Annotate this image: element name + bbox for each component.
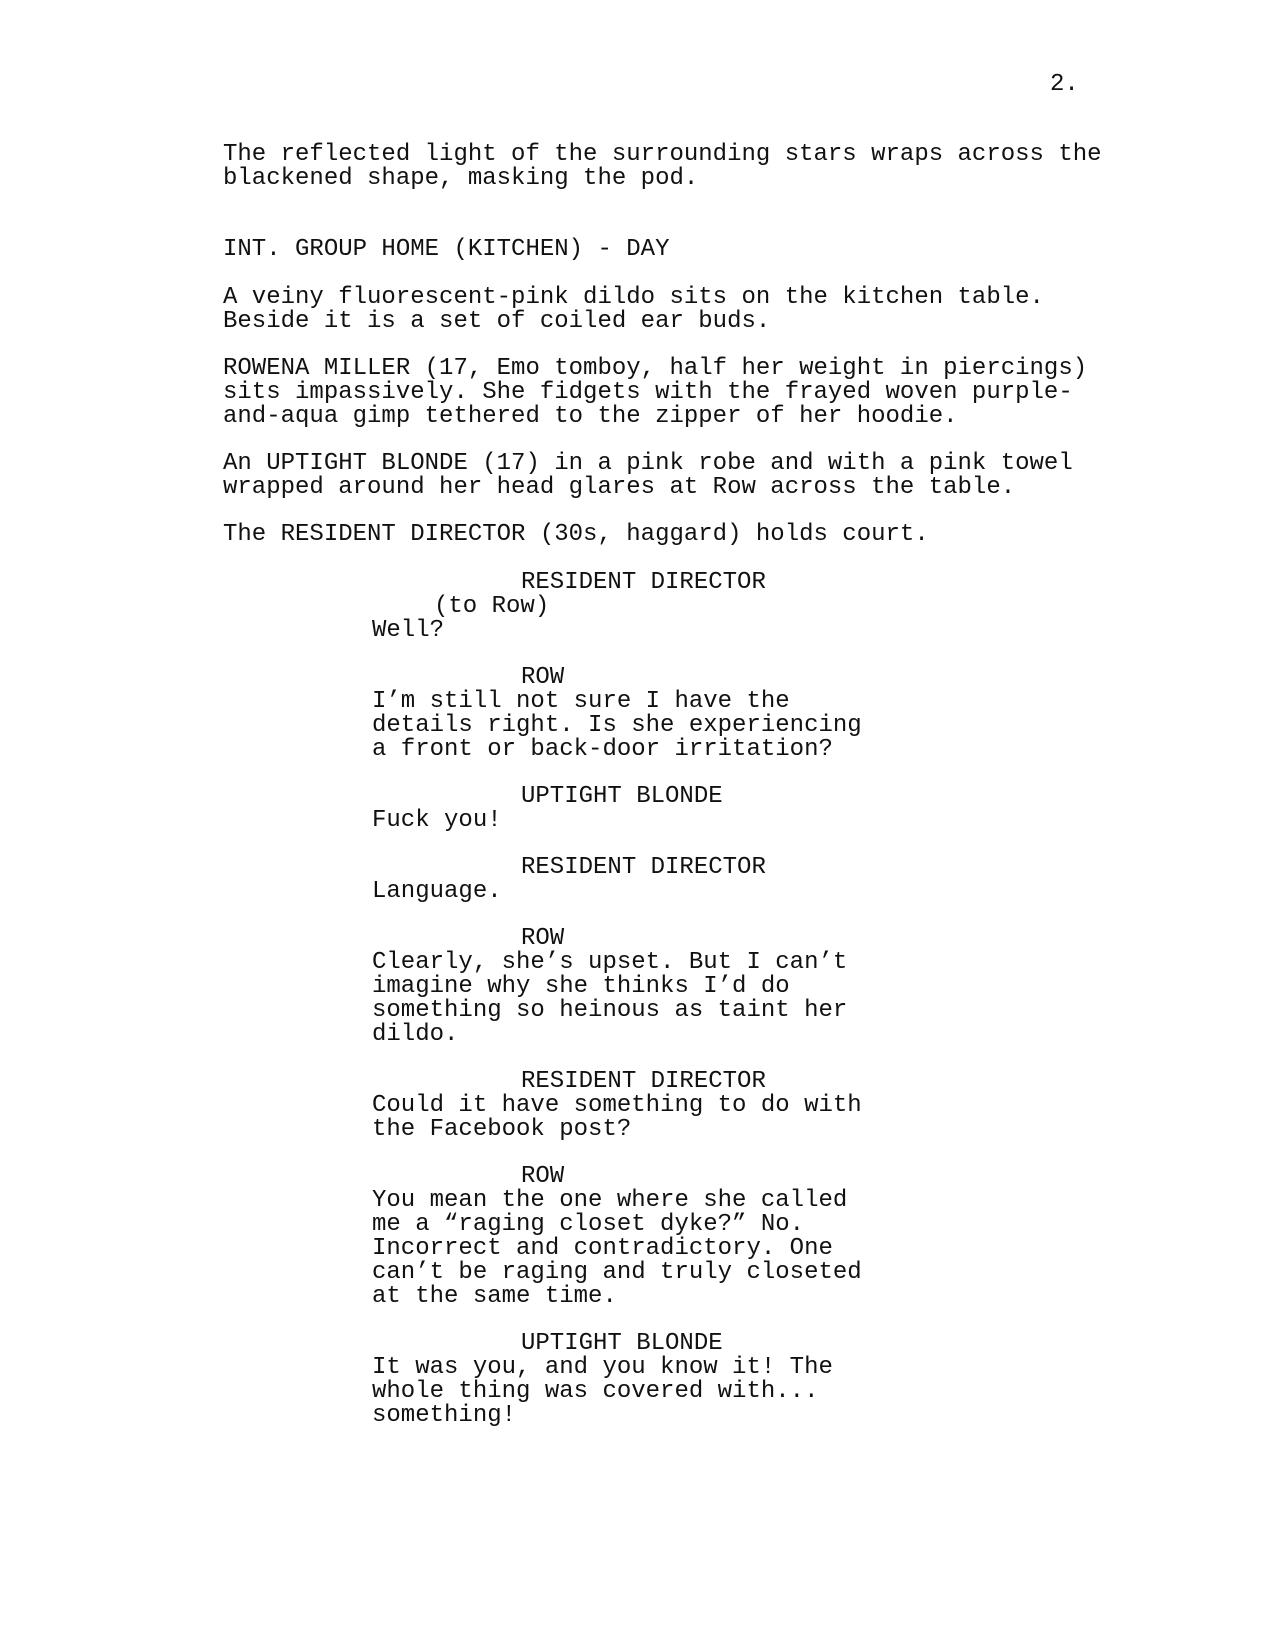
dialogue-line: at the same time. <box>372 1283 617 1310</box>
dialogue-line: the Facebook post? <box>372 1116 632 1143</box>
dialogue-line: me a “raging closet dyke?” No. <box>372 1211 805 1238</box>
character-name: ROW <box>521 1163 565 1190</box>
action-line: wrapped around her head glares at Row across the table. <box>223 474 1016 501</box>
action-line: A veiny fluorescent-pink dildo sits on the kitchen table. <box>223 284 1044 311</box>
dialogue-line: I’m still not sure I have the <box>372 688 790 715</box>
dialogue-line: whole thing was covered with... <box>372 1378 819 1405</box>
character-name: UPTIGHT BLONDE <box>521 1330 723 1357</box>
dialogue-line: something! <box>372 1402 517 1429</box>
action-line: ROWENA MILLER (17, Emo tomboy, half her weight in piercings) <box>223 355 1088 382</box>
dialogue-line: a front or back-door irritation? <box>372 736 833 763</box>
dialogue-line: It was you, and you know it! The <box>372 1354 833 1381</box>
page-number: 2. <box>1050 71 1079 98</box>
action-line: and-aqua gimp tethered to the zipper of her hoodie. <box>223 403 958 430</box>
dialogue-line: Could it have something to do with <box>372 1092 862 1119</box>
dialogue-line: details right. Is she experiencing <box>372 712 862 739</box>
parenthetical: (to Row) <box>434 593 550 620</box>
character-name: RESIDENT DIRECTOR <box>521 569 766 596</box>
character-name: RESIDENT DIRECTOR <box>521 1068 766 1095</box>
action-line: The RESIDENT DIRECTOR (30s, haggard) holds court. <box>223 521 929 548</box>
dialogue-line: You mean the one where she called <box>372 1187 848 1214</box>
action-line: An UPTIGHT BLONDE (17) in a pink robe and with a pink towel <box>223 450 1073 477</box>
dialogue-line: can’t be raging and truly closeted <box>372 1259 862 1286</box>
dialogue-line: Language. <box>372 878 502 905</box>
character-name: RESIDENT DIRECTOR <box>521 854 766 881</box>
scene-heading: INT. GROUP HOME (KITCHEN) - DAY <box>223 236 670 263</box>
action-line: sits impassively. She fidgets with the frayed woven purple- <box>223 379 1073 406</box>
action-line: The reflected light of the surrounding stars wraps across the <box>223 141 1102 168</box>
dialogue-line: Incorrect and contradictory. One <box>372 1235 833 1262</box>
character-name: ROW <box>521 925 565 952</box>
character-name: ROW <box>521 664 565 691</box>
dialogue-line: Well? <box>372 617 445 644</box>
dialogue-line: Clearly, she’s upset. But I can’t <box>372 949 848 976</box>
dialogue-line: something so heinous as taint her <box>372 997 848 1024</box>
action-line: blackened shape, masking the pod. <box>223 165 699 192</box>
character-name: UPTIGHT BLONDE <box>521 783 723 810</box>
dialogue-line: imagine why she thinks I’d do <box>372 973 790 1000</box>
dialogue-line: dildo. <box>372 1021 459 1048</box>
action-line: Beside it is a set of coiled ear buds. <box>223 308 771 335</box>
dialogue-line: Fuck you! <box>372 807 502 834</box>
